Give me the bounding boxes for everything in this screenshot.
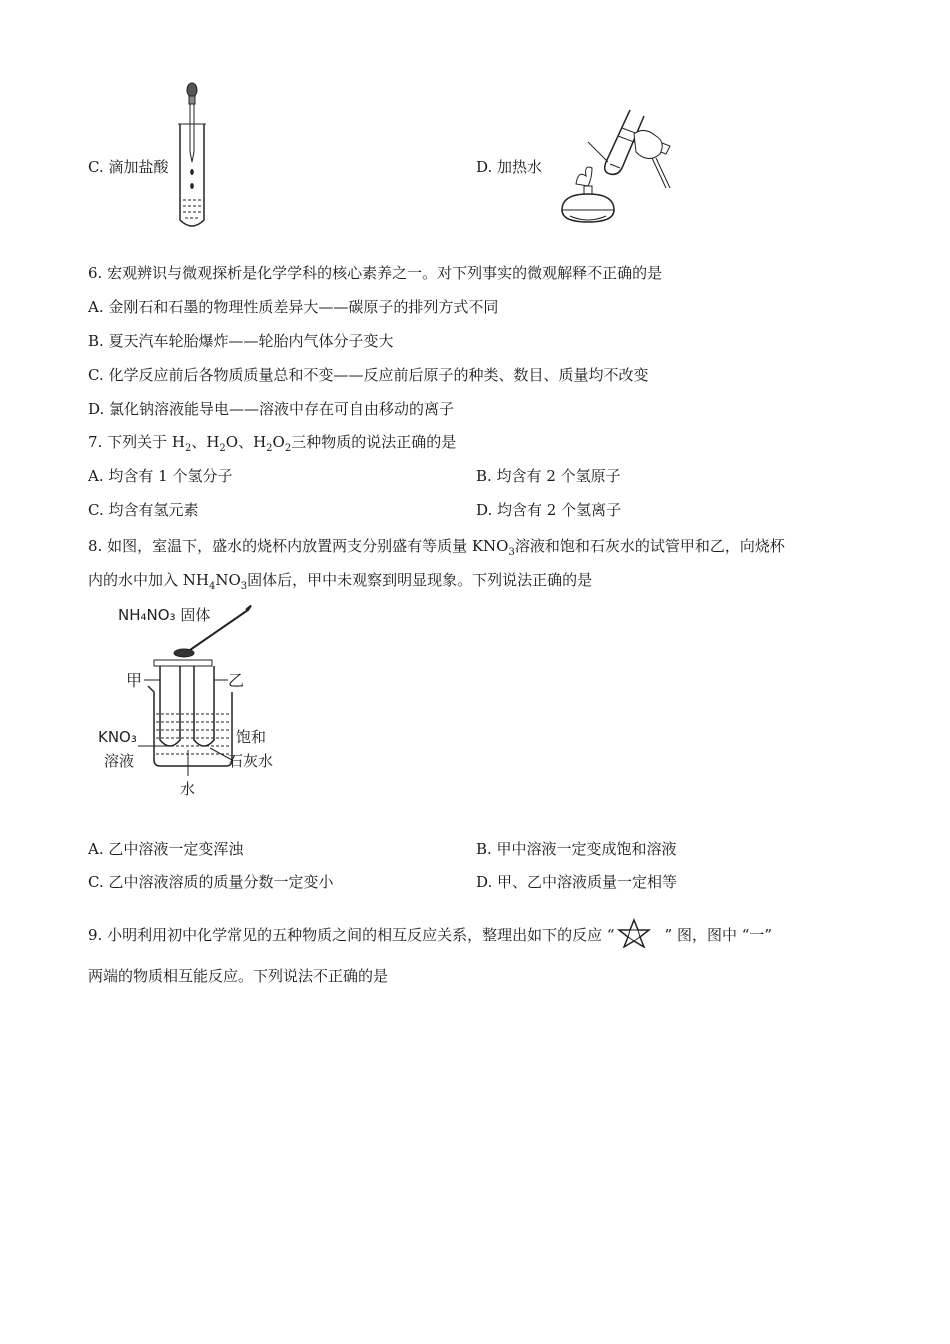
label-kno3: KNO₃ <box>98 728 137 746</box>
q8-option-b: B. 甲中溶液一定变成饱和溶液 <box>476 840 677 858</box>
label-yi: 乙 <box>228 671 245 690</box>
q8-option-d: D. 甲、乙中溶液质量一定相等 <box>476 873 678 891</box>
q7-option-c: C. 均含有氢元素 <box>88 501 199 519</box>
q8-option-a: A. 乙中溶液一定变浑浊 <box>88 840 244 858</box>
q9-stem-line1: 9. 小明利用初中化学常见的五种物质之间的相互反应关系，整理出如下的反应 “ ” 图，图中 “一” <box>88 918 772 948</box>
dropper-test-tube-figure <box>170 82 220 232</box>
label-baohe: 饱和 <box>236 728 267 746</box>
q8-stem-line1: 8. 如图，室温下，盛水的烧杯内放置两支分别盛有等质量 $KNO_3$溶液和饱和石灰水的试管甲和乙，向烧杯 <box>88 537 785 558</box>
star-icon <box>617 918 651 948</box>
q6-option-d: D. 氯化钠溶液能导电——溶液中存在可自由移动的离子 <box>88 400 455 418</box>
q8-option-c: C. 乙中溶液溶质的质量分数一定变小 <box>88 873 334 891</box>
q6-option-b: B. 夏天汽车轮胎爆炸——轮胎内气体分子变大 <box>88 332 394 350</box>
q5-option-d: D. 加热水 <box>476 158 543 176</box>
q9-stem-line2: 两端的物质相互能反应。下列说法不正确的是 <box>88 967 389 985</box>
label-shui: 水 <box>180 780 196 798</box>
q7-option-a: A. 均含有 1 个氢分子 <box>88 467 233 485</box>
q7-option-d: D. 均含有 2 个氢离子 <box>476 501 622 519</box>
q5-option-c: C. 滴加盐酸 <box>88 158 169 176</box>
q7-option-b: B. 均含有 2 个氢原子 <box>476 467 621 485</box>
label-nh4no3-solid: NH₄NO₃ 固体 <box>118 606 211 624</box>
q8-stem-line2: 内的水中加入 $NH_4NO_3$固体后，甲中未观察到明显现象。下列说法正确的是 <box>88 571 593 592</box>
q6-option-a: A. 金刚石和石墨的物理性质差异大——碳原子的排列方式不同 <box>88 298 499 316</box>
label-rongye: 溶液 <box>104 752 135 770</box>
label-shihuishui: 石灰水 <box>228 752 274 770</box>
beaker-test-tubes-figure <box>98 600 288 805</box>
q7-stem: 7. 下列关于 $H_2$、$H_2O$、$H_2O_2$三种物质的说法正确的是 <box>88 433 457 454</box>
q6-option-c: C. 化学反应前后各物质质量总和不变——反应前后原子的种类、数目、质量均不改变 <box>88 366 649 384</box>
q6-stem: 6. 宏观辨识与微观探析是化学学科的核心素养之一。对下列事实的微观解释不正确的是 <box>88 264 663 282</box>
label-jia: 甲 <box>126 671 143 690</box>
heating-test-tube-figure <box>548 106 678 228</box>
